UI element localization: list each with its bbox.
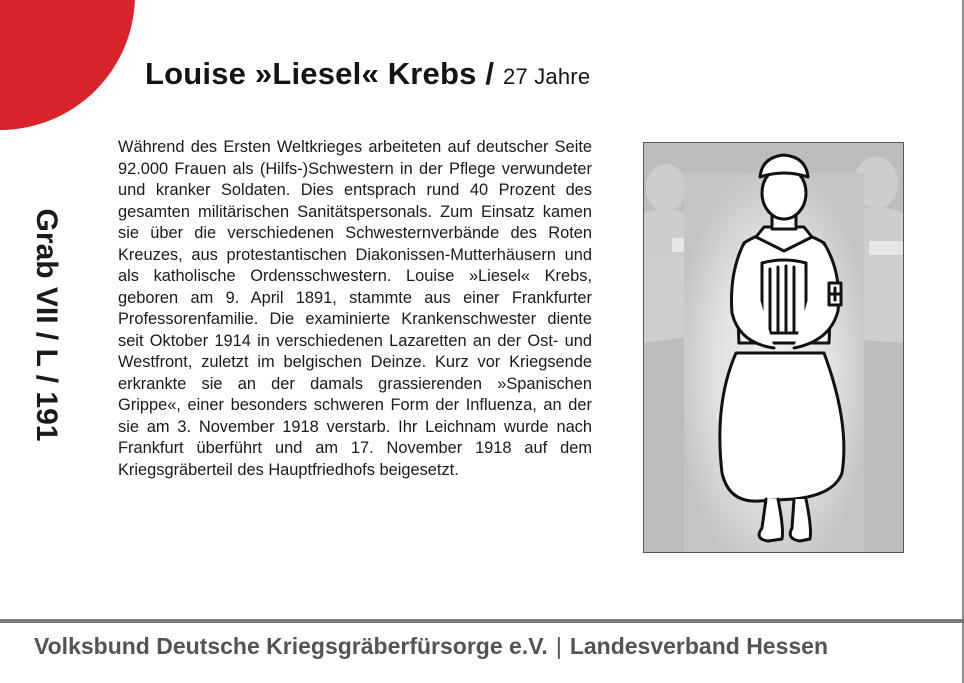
article-text: Während des Ersten Weltkrieges arbeiteten auf deutscher Seite 92.000 Frauen als (Hilfs-)Schwestern in der Pflege verwundeter und kranker Soldaten. Dies entsprach rund 40 Prozent des gesamten militärischen Sanitätspersonals. Zum Einsatz kamen sie über die verschiedenen Schwesternverbände des Roten Kreuzes, aus protestantischen Diakonissen-Mutterhäusern und als katholische Ordensschwestern. Louise »Liesel« Krebs, geboren am 9. April 1891, stammte aus einer Frankfurter Professorenfamilie. Die examinierte Krankenschwester diente seit Oktober 1914 in verschiedenen Lazaretten an der Ost- und Westfront, zuletzt im belgischen Deinze. Kurz vor Kriegsende erkrankte sie an der damals grassierenden »Spanischen Grippe«, einer besonders schweren Form der Influenza, an der sie am 3. November 1918 verstarb. Ihr Leichnam wurde nach Frankfurt überführt und am 17. November 1918 auf dem Kriegsgräberteil des Hauptfriedhofs beigesetzt. <box>118 138 592 479</box>
footer-organization: Volksbund Deutsche Kriegsgräberfürsorge e.V. <box>34 633 548 659</box>
page-title <box>145 56 590 92</box>
grave-label-container <box>22 185 70 465</box>
person-name: Louise »Liesel« Krebs <box>145 56 477 91</box>
person-age: 27 Jahre <box>503 64 591 89</box>
nurse-photo <box>643 142 904 553</box>
footer-branch: Landesverband Hessen <box>569 633 829 659</box>
footer-divider <box>0 619 964 623</box>
footer-separator: | <box>555 633 562 659</box>
grave-label: Grab VII / L / 191 <box>30 208 63 442</box>
footer <box>34 633 828 660</box>
title-slash: / <box>485 56 495 91</box>
